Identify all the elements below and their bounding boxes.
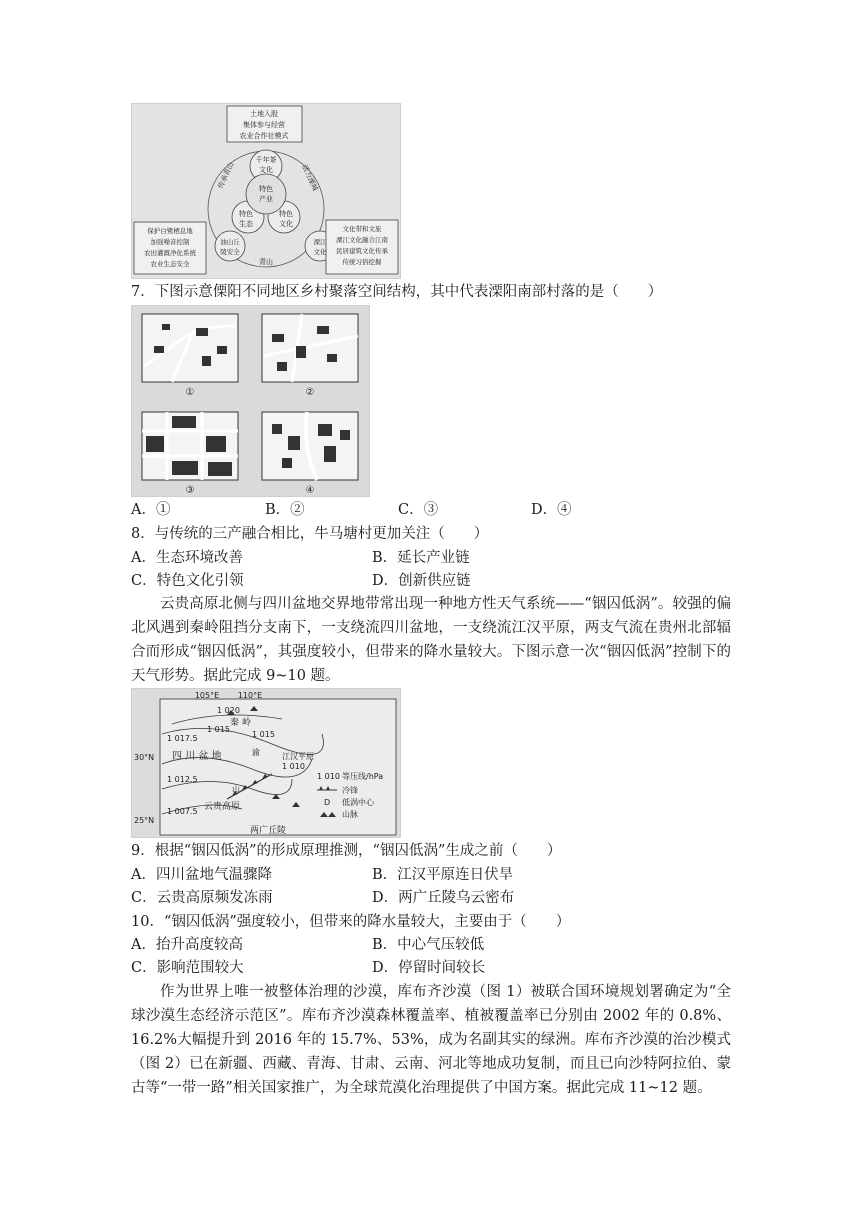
q7-option-a[interactable]: A．① [131, 502, 171, 518]
q8-option-c[interactable]: C．特色文化引领 [131, 573, 244, 589]
q7-option-b[interactable]: B．② [265, 502, 305, 518]
panel-label-2: ② [305, 387, 315, 398]
development-model-figure [131, 103, 401, 279]
weather-map-figure [131, 688, 401, 838]
panel-label-4: ④ [305, 485, 315, 496]
right-box-line-3: 民居建筑文化传承 [336, 247, 388, 255]
isobar-label-1010: 1 010 [282, 762, 305, 771]
circle-eco-1: 特色 [239, 210, 253, 218]
right-box-line-4: 传统习俗挖掘 [342, 258, 382, 266]
panel-label-3: ③ [185, 485, 195, 496]
q7-option-c[interactable]: C．③ [398, 502, 439, 518]
top-box-line-1: 土地入股 [250, 110, 278, 118]
q8-option-d[interactable]: D．创新供应链 [372, 573, 471, 589]
q10-stem: 10．“铟囚低涡”强度较小，但带来的降水量较大，主要由于（ ） [131, 914, 571, 930]
lat-label-30: 30°N [134, 753, 155, 762]
circle-tea-2: 文化 [259, 166, 273, 174]
center-label-2: 产业 [259, 195, 273, 203]
place-jianghan-plain: 江汉平原 [282, 752, 314, 761]
q10-option-b[interactable]: B．中心气压较低 [372, 937, 485, 953]
q9-option-d[interactable]: D．两广丘陵乌云密布 [372, 890, 515, 906]
side-label-right: 活力溧城 [300, 163, 320, 193]
desert-passage: 作为世界上唯一被整体治理的沙漠，库布齐沙漠（图 1）被联合国环境规划署确定为“全球沙漠生态经济示范区”。库布齐沙漠森林覆盖率、植被覆盖率已分别由 2002 年的 0.8%、16.2%大幅提升到 2016 年的 15.7%、53%，成为名副其实的绿洲。库布齐沙漠的治沙模式（图 2）已在新疆、西藏、青海、甘肃、云南、河北等地成功复制，而且已向沙特阿拉伯、蒙古等“一带一路”相关国家推广，为全球荒漠化治理提供了中国方案。据此完成 11~12 题。 [131, 984, 731, 1096]
q9-option-c[interactable]: C．云贵高原频发冻雨 [131, 890, 273, 906]
q9-option-a[interactable]: A．四川盆地气温骤降 [131, 867, 272, 883]
circle-eco-2: 生态 [239, 220, 253, 228]
left-box-line-3: 农田灌溉净化系统 [144, 249, 196, 257]
isobar-label-1015-a: 1 015 [207, 725, 230, 734]
center-label-1: 特色 [259, 185, 273, 193]
circle-river-1: 溧江 [313, 238, 327, 246]
settlement-patterns-maps [132, 306, 369, 496]
circle-hill-1: 油山丘 [220, 238, 240, 246]
panel-label-1: ① [185, 387, 195, 398]
place-ling: 岭 [242, 718, 252, 728]
q9-option-b[interactable]: B．江汉平原连日伏旱 [372, 867, 514, 883]
isobar-label-1015-b: 1 015 [252, 730, 275, 739]
settlement-map-3 [142, 412, 238, 480]
isobar-label-1007-5: 1 007.5 [167, 807, 198, 816]
q8-stem: 8．与传统的三产融合相比，牛马塘村更加关注（ ） [131, 526, 489, 542]
q10-option-d[interactable]: D．停留时间较长 [372, 960, 486, 976]
weather-passage: 云贵高原北侧与四川盆地交界地带常出现一种地方性天气系统——“铟囚低涡”。较强的偏北风遇到秦岭阻挡分支南下，一支绕流四川盆地，一支绕流江汉平原，两支气流在贵州北部辐合而形成“铟囚低涡”，其强度较小，但带来的降水量较大。下图示意一次“铟囚低涡”控制下的天气形势。据此完成 9~10 题。 [131, 596, 731, 684]
q7-stem: 7．下图示意傈阳不同地区乡村聚落空间结构，其中代表溧阳南部村落的是（ ） [131, 284, 663, 300]
side-label-bottom: 青山 [259, 258, 273, 266]
legend-isobar-value: 1 010 [317, 772, 340, 781]
q9-stem: 9．根据“铟囚低涡”的形成原理推测，“铟囚低涡”生成之前（ ） [131, 843, 562, 859]
lat-label-25: 25°N [134, 816, 155, 825]
q7-option-d[interactable]: D．④ [531, 502, 572, 518]
q8-option-b[interactable]: B．延长产业链 [372, 550, 470, 566]
top-box-line-3: 农业合作社模式 [239, 132, 289, 140]
place-qin: 秦 [230, 718, 240, 728]
settlement-map-4 [262, 412, 358, 480]
lon-label-105: 105°E [194, 691, 220, 700]
q10-option-a[interactable]: A．抬升高度较高 [131, 937, 243, 953]
left-box-line-2: 加强噪音控制 [150, 238, 190, 246]
development-model-diagram [132, 104, 400, 278]
top-box-line-2: 集体参与经营 [243, 121, 285, 129]
left-box-line-4: 农业生态安全 [150, 260, 190, 268]
lon-label-110: 110°E [237, 691, 263, 700]
settlement-patterns-figure [131, 305, 370, 497]
place-shan: 山 [232, 785, 240, 794]
legend-isobar-label: 等压线/hPa [342, 772, 384, 781]
left-box-line-1: 保护白鹭栖息地 [147, 227, 193, 235]
circle-river-2: 文化 [313, 248, 327, 256]
settlement-map-2 [262, 314, 358, 382]
side-label-left: 传承青山 [216, 161, 236, 190]
isobar-label-1017-5: 1 017.5 [167, 734, 198, 743]
circle-culture-1: 特色 [279, 210, 293, 218]
isobar-label-1020: 1 020 [217, 706, 240, 715]
circle-culture-2: 文化 [279, 220, 293, 228]
place-yungui-plateau: 云贵高原 [204, 802, 241, 812]
legend-low-center: 低涡中心 [342, 798, 374, 807]
legend-cold-front: 冷锋 [342, 786, 358, 795]
circle-tea-1: 千年茶 [255, 156, 277, 164]
right-box-line-1: 文化带和文旅 [342, 225, 382, 233]
legend-low-symbol: D [324, 798, 331, 807]
place-liangguang-hills: 两广丘陵 [250, 826, 287, 836]
place-sichuan-basin: 四 川 盆 地 [172, 751, 222, 762]
weather-map [132, 689, 400, 837]
legend-mountain: 山脉 [342, 810, 358, 819]
q10-option-c[interactable]: C．影响范围较大 [131, 960, 244, 976]
circle-hill-2: 陵安全 [220, 248, 240, 256]
q8-option-a[interactable]: A．生态环境改善 [131, 550, 243, 566]
isobar-label-1012-5: 1 012.5 [167, 775, 198, 784]
place-yu: 渝 [252, 748, 260, 757]
settlement-map-1 [142, 314, 238, 382]
right-box-line-2: 溧江文化融合江南 [336, 236, 388, 244]
